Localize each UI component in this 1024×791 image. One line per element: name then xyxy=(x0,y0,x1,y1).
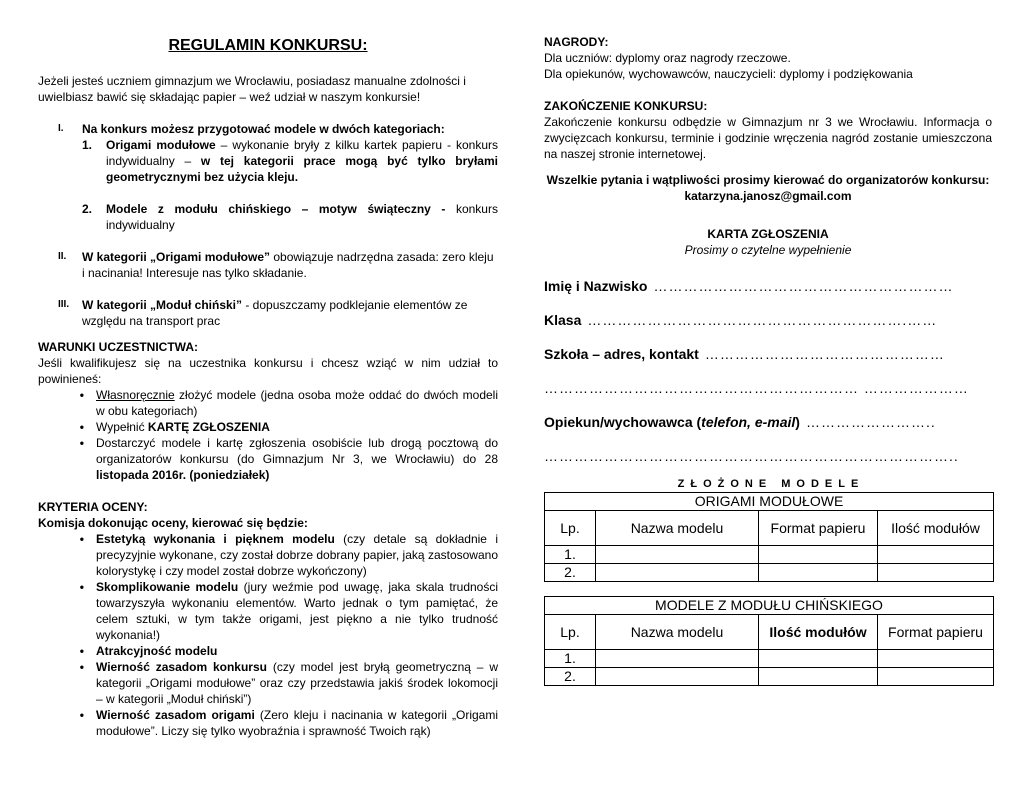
section-2: II. W kategorii „Origami modułowe” obowiązuje nadrzędna zasada: zero kleju i nacinania! Interesuje nas tylko składanie. xyxy=(58,250,494,280)
column-header: Nazwa modelu xyxy=(596,511,759,546)
school-field-continued[interactable]: ……………………………………………………… ………………… xyxy=(544,380,969,396)
table-row: 1. xyxy=(545,546,994,564)
list-item: • Skomplikowanie modelu (jury weźmie pod uwagę, jaka skala trudności towarzyszyła wykonaniu elementów. Warto jednak o tym pamiętać, że celem sztuki, w tym także origami, jest piękno a nie tylko trudność wykonania!) xyxy=(79,580,499,642)
table-row: 2. xyxy=(545,668,994,686)
conditions-text: Jeśli kwalifikujesz się na uczestnika konkursu i chcesz wziąć w nim udział to powinieneś: xyxy=(38,356,498,386)
criteria-list xyxy=(38,531,498,739)
origami-table xyxy=(544,492,994,582)
list-item: • Wierność zasadom konkursu (czy model jest bryłą geometryczną – w kategorii „Origami modułowe” oraz czy przedstawia jakiś środek lokomocji – w kategorii „Moduł chiński”) xyxy=(79,660,498,706)
list-item: • Wypełnić KARTĘ ZGŁOSZENIA xyxy=(79,420,270,434)
column-header: Nazwa modelu xyxy=(596,615,759,650)
contact-text: Wszelkie pytania i wątpliwości prosimy kierować do organizatorów konkursu: xyxy=(546,173,990,187)
prizes-heading: NAGRODY: xyxy=(544,35,609,49)
category-item-1: 1. Origami modułowe – wykonanie bryły z kilku kartek papieru - konkurs indywidualny – w tej kategorii prace mogą być tylko bryłami geometrycznymi bez użycia kleju. xyxy=(82,138,498,184)
conditions-list xyxy=(38,387,498,483)
table-caption: MODELE Z MODUŁU CHIŃSKIEGO xyxy=(545,597,994,615)
conditions-heading: WARUNKI UCZESTNICTWA: xyxy=(38,340,198,354)
column-header: Lp. xyxy=(545,511,596,546)
criteria-heading: KRYTERIA OCENY: xyxy=(38,500,148,514)
column-header: Lp. xyxy=(545,615,596,650)
guardian-field-continued[interactable]: ……………………………………………………………………….. xyxy=(544,448,959,464)
ending-heading: ZAKOŃCZENIE KONKURSU: xyxy=(544,99,708,113)
guardian-field[interactable]: Opiekun/wychowawca ( telefon, e-mail ) …………………….. xyxy=(544,414,936,430)
table-caption: ORIGAMI MODUŁOWE xyxy=(545,493,994,511)
form-title: KARTA ZGŁOSZENIA xyxy=(707,227,829,241)
school-field[interactable]: Szkoła – adres, kontakt ………………………………………… xyxy=(544,346,945,362)
list-item: • Atrakcyjność modelu xyxy=(79,644,218,658)
form-subtitle: Prosimy o czytelne wypełnienie xyxy=(684,243,852,257)
section-numeral: I. xyxy=(58,123,64,134)
column-header: Format papieru xyxy=(759,511,878,546)
section-3: III. W kategorii „Moduł chiński” - dopuszczamy podklejanie elementów ze względu na transport prac xyxy=(58,298,468,328)
column-header: Format papieru xyxy=(878,615,994,650)
section-heading: Na konkurs możesz przygotować modele w dwóch kategoriach: xyxy=(82,122,445,136)
list-item: • Estetyką wykonania i pięknem modelu (czy detale są dokładnie i precyzyjnie wykonane, czy został dobrze dobrany papier, jaką zastosowano kolorystykę i czy model został dobrze wykończony) xyxy=(79,532,498,578)
list-item: • Wierność zasadom origami (Zero kleju i nacinania w kategorii „Origami modułowe”. Liczy się tylko wyobraźnia i sprawność Twoich rąk) xyxy=(79,708,498,738)
column-header: Ilość modułów xyxy=(759,615,878,650)
class-field[interactable]: Klasa ……………………………………………………….…… xyxy=(544,312,938,328)
category-item-2: 2. Modele z modułu chińskiego – motyw świąteczny - konkurs indywidualny xyxy=(82,202,498,232)
rules-column xyxy=(38,36,498,739)
info-column xyxy=(544,34,992,686)
table-row: 2. xyxy=(545,564,994,582)
intro-text: Jeżeli jesteś uczniem gimnazjum we Wrocławiu, posiadasz manualne zdolności i uwielbiasz bawić się składając papier – weź udział w naszym konkursie! xyxy=(38,74,466,104)
prizes-students: Dla uczniów: dyplomy oraz nagrody rzeczowe. xyxy=(544,51,791,65)
table-row: 1. xyxy=(545,650,994,668)
list-item: • Własnoręcznie złożyć modele (jedna osoba może oddać do dwóch modeli w obu kategoriach) xyxy=(79,388,498,418)
page-title: REGULAMIN KONKURSU: xyxy=(168,37,368,54)
chinese-module-table xyxy=(544,596,994,686)
column-header: Ilość modułów xyxy=(878,511,994,546)
ending-text: Zakończenie konkursu odbędzie w Gimnazjum nr 3 we Wrocławiu. Informacja o zwycięzcach konkursu, terminie i godzinie wręczenia nagród zostanie umieszczona na naszej stronie internetowej. xyxy=(544,115,992,161)
list-item: • Dostarczyć modele i kartę zgłoszenia osobiście lub drogą pocztową do organizatorów konkursu (do Gimnazjum Nr 3, we Wrocławiu) do 28 listopada 2016r. (poniedziałek) xyxy=(79,436,498,482)
criteria-subheading: Komisja dokonując oceny, kierować się będzie: xyxy=(38,516,308,530)
prizes-teachers: Dla opiekunów, wychowawców, nauczycieli: dyplomy i podziękowania xyxy=(544,67,913,81)
name-field[interactable]: Imię i Nazwisko …………………………………………………… xyxy=(544,278,954,294)
section-1 xyxy=(38,121,498,233)
models-heading: ZŁOŻONE MODELE xyxy=(677,478,865,490)
contact-email: katarzyna.janosz@gmail.com xyxy=(684,189,852,203)
